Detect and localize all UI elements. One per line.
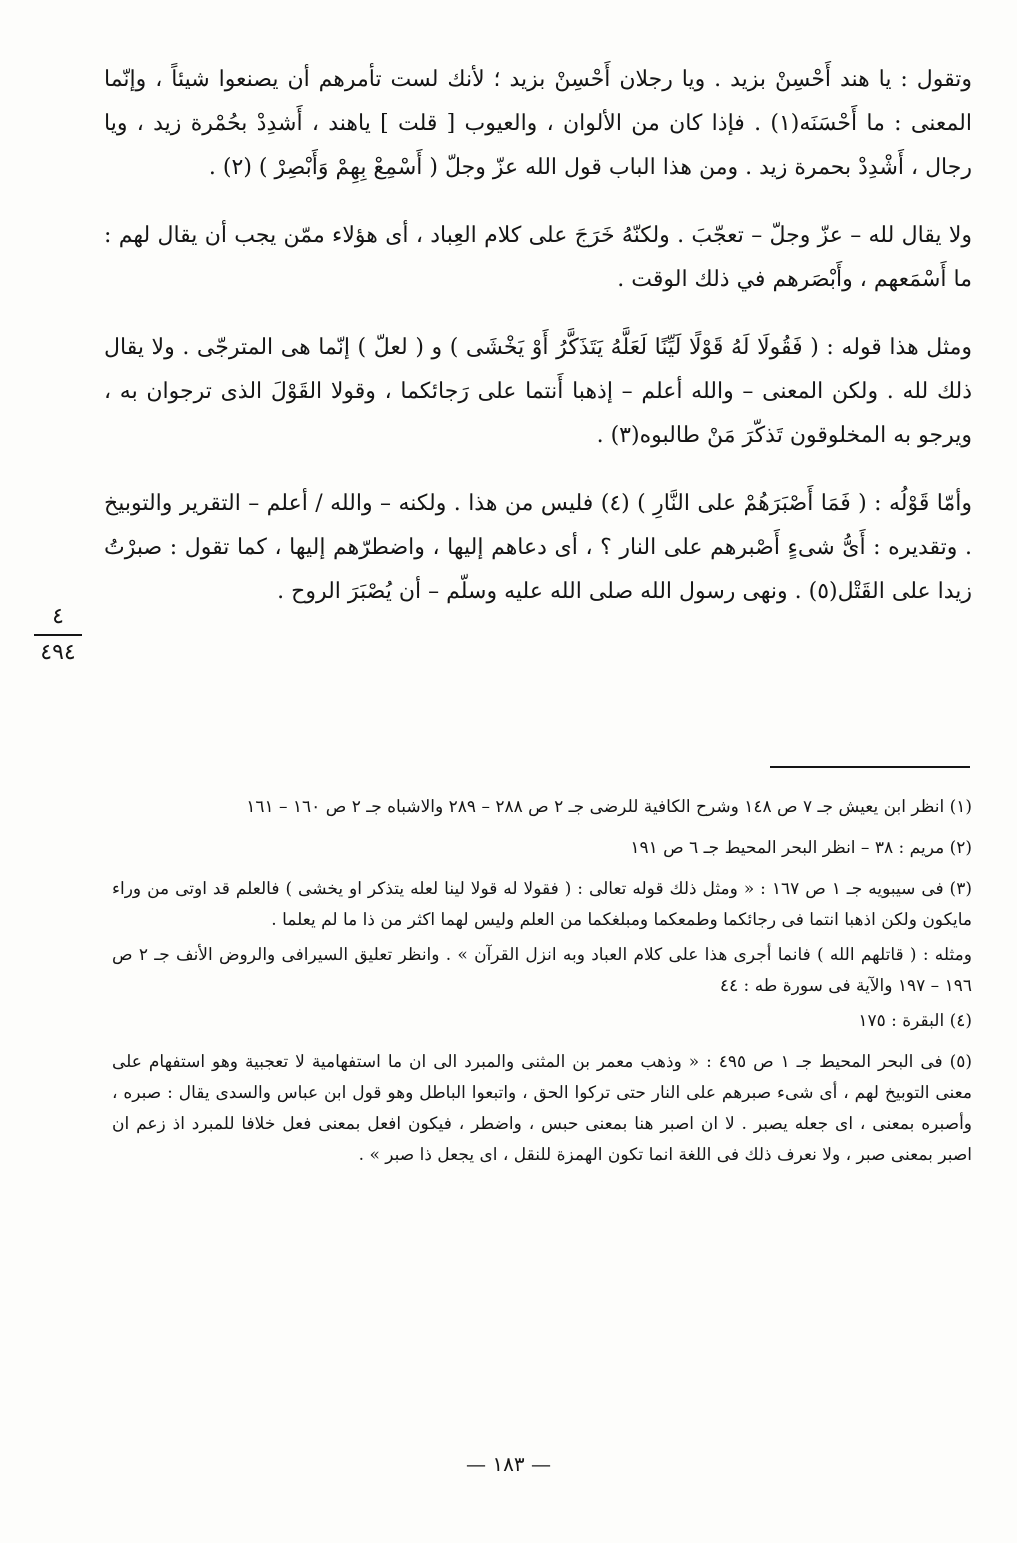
footnote-4: (٤) البقرة : ١٧٥ (858, 1011, 972, 1031)
folio-page: ٤٩٤ (40, 640, 76, 665)
paragraph-3: ومثل هذا قوله : ( فَقُولَا لَهُ قَوْلًا لَيِّنًا لَعَلَّهُ يَتَذَكَّرُ أَوْ يَخْشَى ) و ( لعلّ ) إنّما هى المترجّى . ولا يقال ذلك لله . ولكن المعنى – والله أعلم – إذهبا أَنتما على رَجائكما ، وقولا القَوْلَ الذى ترجوان به ، ويرجو به المخلوقون تَذكّرَ مَنْ طالبوه(٣) . (104, 335, 972, 448)
folio-number: ٤ (52, 604, 64, 629)
footnotes (112, 792, 972, 1181)
footnote-2: (٢) مريم : ٣٨ – انظر البحر المحيط جـ ٦ ص ١٩١ (630, 838, 972, 858)
footnote-3: (٣) فى سيبويه جـ ١ ص ١٦٧ : « ومثل ذلك قوله تعالى : ( فقولا له قولا لينا لعله يتذكر او يخشى ) فالعلم قد اوتى من وراء مايكون ولكن اذهبا انتما فى رجائكما وطمعكما ومبلغكما من العلم وليس لهما اكثر من ذا ما لم يعلما . (112, 879, 972, 930)
manuscript-folio-reference (30, 604, 86, 666)
footnote-1: (١) انظر ابن يعيش جـ ٧ ص ١٤٨ وشرح الكافية للرضى جـ ٢ ص ٢٨٨ – ٢٨٩ والاشباه جـ ٢ ص ١٦٠ – ١٦١ (246, 797, 972, 817)
main-text (104, 58, 972, 638)
paragraph-4: وأمّا قَوْلُه : ( فَمَا أَصْبَرَهُمْ على النَّارِ ) (٤) فليس من هذا . ولكنه – والله / أعلم – التقرير والتوبيخ . وتقديره : أَىُّ شىءٍ أَصْبرهم على النار ؟ ، أى دعاهم إليها ، واضطرّهم إليها ، كما تقول : صبرْتُ زيدا على القَتْل(٥) . ونهى رسول الله صلى الله عليه وسلّم – أن يُصْبَرَ الروح . (104, 491, 973, 604)
footnote-3-continued: ومثله : ( قاتلهم الله ) فانما أجرى هذا على كلام العباد وبه انزل القرآن » . وانظر تعليق السيرافى والروض الأنف جـ ٢ ص ١٩٦ – ١٩٧ والآية فى سورة طه : ٤٤ (112, 945, 972, 996)
paragraph-2: ولا يقال لله – عزّ وجلّ – تعجّبَ . ولكنّهُ خَرَجَ على كلام العِباد ، أى هؤلاء ممّن يجب أن يقال لهم : ما أَسْمَعهم ، وأَبْصَرهم في ذلك الوقت . (104, 223, 972, 292)
footnote-separator (770, 766, 970, 768)
footnote-5: (٥) فى البحر المحيط جـ ١ ص ٤٩٥ : « وذهب معمر بن المثنى والمبرد الى ان ما استفهامية لا تعجبية وهو استفهام على معنى التوبيخ لهم ، أى شىء صبرهم على النار حتى تركوا الحق ، واتبعوا الباطل وهو قول ابن عباس والسدى يقال : صبره ، وأصبره بمعنى ، اى جعله يصبر . لا ان اصبر هنا بمعنى حبس ، واضطر ، فيكون افعل بمعنى فعل خلافا للمبرد اذ زعم ان اصبر بمعنى صبر ، ولا نعرف ذلك فى اللغة انما تكون الهمزة للنقل ، اى يجعل ذا صبر » . (112, 1052, 972, 1165)
folio-divider (34, 634, 82, 636)
page-number: — ١٨٣ — (466, 1452, 551, 1476)
paragraph-1: وتقول : يا هند أَحْسِنْ بزيد . ويا رجلان أَحْسِنْ بزيد ؛ لأنك لست تأمرهم أن يصنعوا شيئاً ، وإنّما المعنى : ما أَحْسَنَه(١) . فإذا كان من الألوان ، والعيوب [ قلت ] ياهند ، أَشدِدْ بحُمْرة زيد ، ويا رجال ، أَشْدِدْ بحمرة زيد . ومن هذا الباب قول الله عزّ وجلّ ( أَسْمِعْ بِهِمْ وَأَبْصِرْ ) (٢) . (104, 67, 973, 180)
